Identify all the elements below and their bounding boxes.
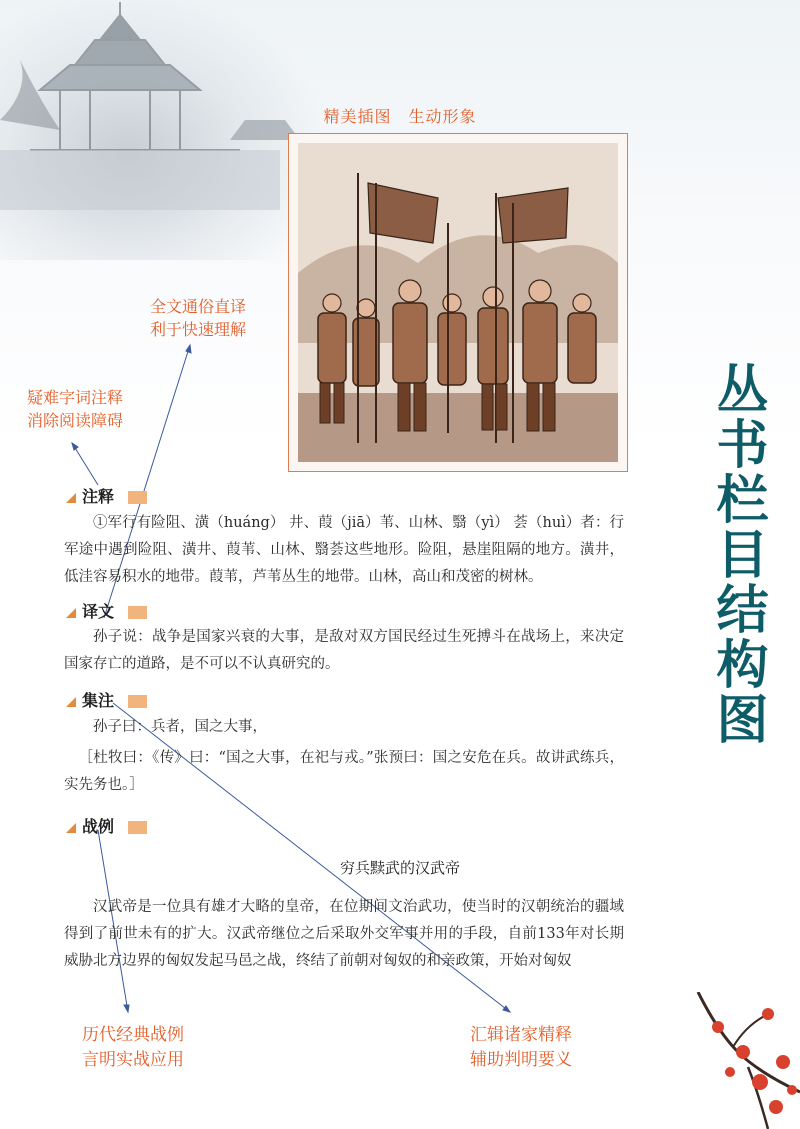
triangle-marker-icon <box>66 608 76 618</box>
commentary-line1: 孙子曰：兵者，国之大事， <box>93 719 267 735</box>
square-marker-icon <box>128 606 147 619</box>
illustration-caption: 精美插图 生动形象 <box>323 109 477 126</box>
notes-text: ①军行有险阻、潢（huáng） 井、葭（jiā）苇、山林、翳（yì） 荟（huì）者：行军途中遇到险阻、潢井、葭苇、山林、翳荟这些地形。险阻，悬崖阻隔的地方。潢井，低洼容易积水的地带。葭苇，芦苇丛生的地带。山林，高山和茂密的树林。 <box>64 515 624 585</box>
triangle-marker-icon <box>66 697 76 707</box>
translation-heading: 译文 <box>66 599 147 621</box>
translation-callout: 全文通俗直译 利于快速理解 <box>150 299 247 339</box>
square-marker-icon <box>128 695 147 708</box>
vertical-title: 丛书栏目结构图 <box>707 362 767 747</box>
commentary-heading: 集注 <box>66 688 147 710</box>
case-title: 穷兵黩武的汉武帝 <box>339 860 460 877</box>
commentary-line2: ［杜牧曰：《传》曰：“国之大事，在祀与戎。”张预曰：国之安危在兵。故讲武练兵，实先务也。］ <box>64 750 624 793</box>
commentary-callout: 汇辑诸家精释 辅助判明要义 <box>470 1025 572 1069</box>
notes-heading: 注释 <box>66 484 147 506</box>
cases-callout: 历代经典战例 言明实战应用 <box>82 1025 184 1069</box>
glossary-callout: 疑难字词注释 消除阅读障碍 <box>27 390 124 430</box>
triangle-marker-icon <box>66 823 76 833</box>
cases-heading: 战例 <box>66 814 147 836</box>
square-marker-icon <box>128 821 147 834</box>
cases-text: 汉武帝是一位具有雄才大略的皇帝，在位期间文治武功，使当时的汉朝统治的疆域得到了前世未有的扩大。汉武帝继位之后采取外交军事并用的手段，自前133年对长期威胁北方边界的匈奴发起马邑之战，终结了前朝对匈奴的和亲政策，开始对匈奴 <box>64 899 624 969</box>
triangle-marker-icon <box>66 493 76 503</box>
plum-blossom-icon <box>688 992 800 1129</box>
square-marker-icon <box>128 491 147 504</box>
translation-text: 孙子说：战争是国家兴衰的大事，是敌对双方国民经过生死搏斗在战场上，来决定国家存亡的道路，是不可以不认真研究的。 <box>64 629 624 672</box>
